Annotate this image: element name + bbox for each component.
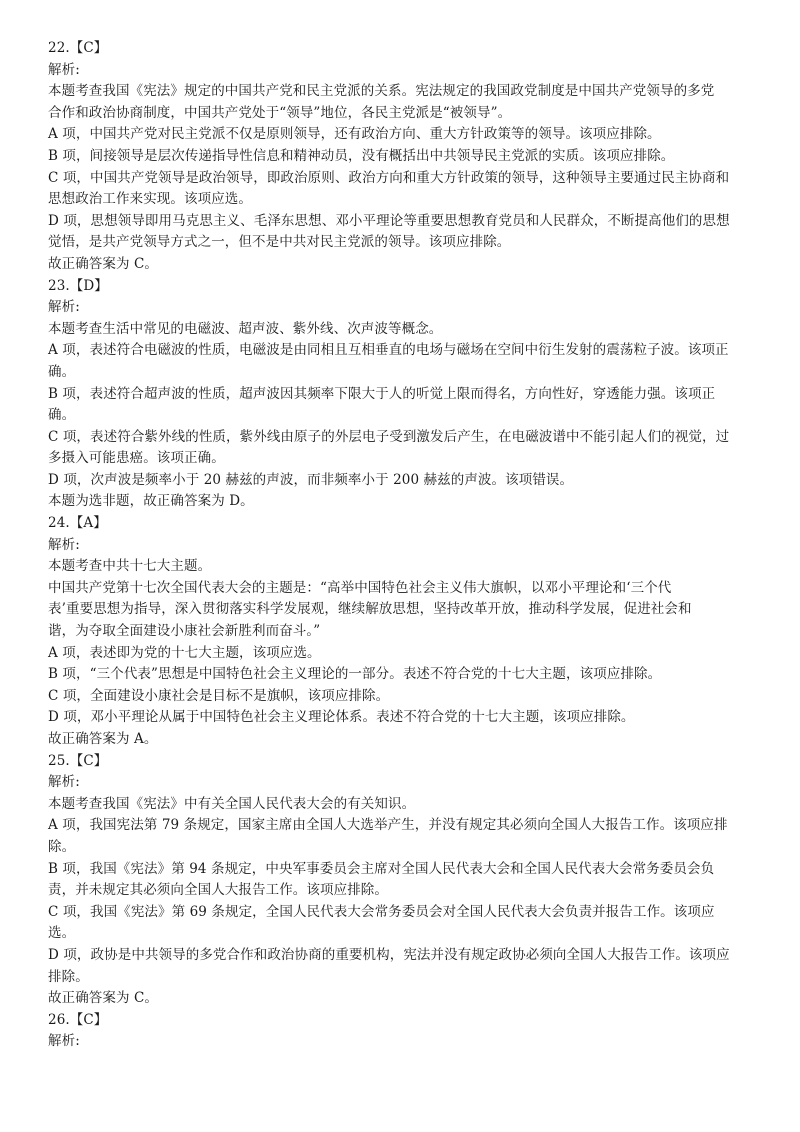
answer-section: [48, 513, 758, 751]
answer-section: [48, 38, 758, 276]
analysis-text-line: C 项，中国共产党领导是政治领导，即政治原则、政治方向和重大方针政策的领导，这种领导主要通过民主协商和: [48, 169, 730, 186]
analysis-text-line: D 项，邓小平理论从属于中国特色社会主义理论体系。表述不符合党的十七大主题，该项应排除。: [48, 709, 635, 726]
analysis-text-line: 合作和政治协商制度，中国共产党处于“领导”地位，各民主党派是“被领导”。: [48, 104, 512, 121]
analysis-text-line: 故正确答案为 C。: [48, 990, 159, 1007]
analysis-text-line: 确。: [48, 407, 76, 424]
question-number-heading: 25.【C】: [48, 752, 108, 769]
question-number-heading: 23.【D】: [48, 277, 108, 294]
analysis-text-line: B 项，“三个代表”思想是中国特色社会主义理论的一部分。表述不符合党的十七大主题，该项应排除。: [48, 666, 662, 683]
analysis-text-line: 表’重要思想为指导，深入贯彻落实科学发展观，继续解放思想，坚持改革开放，推动科学发展，促进社会和: [48, 601, 692, 618]
analysis-text-line: C 项，表述符合紫外线的性质，紫外线由原子的外层电子受到激发后产生，在电磁波谱中不能引起人们的视觉，过: [48, 428, 730, 445]
question-number-heading: 22.【C】: [48, 40, 108, 56]
document-body: [48, 38, 758, 1053]
analysis-text-line: D 项，政协是中共领导的多党合作和政治协商的重要机构，宪法并没有规定政协必须向全国人大报告工作。该项应: [48, 946, 730, 963]
analysis-text-line: 责，并未规定其必须向全国人大报告工作。该项应排除。: [48, 882, 388, 899]
analysis-text-line: 本题考查我国《宪法》规定的中国共产党和民主党派的关系。宪法规定的我国政党制度是中国共产党领导的多党: [48, 83, 715, 100]
analysis-text-line: A 项，中国共产党对民主党派不仅是原则领导，还有政治方向、重大方针政策等的领导。该项应排除。: [48, 126, 661, 143]
answer-section: [48, 751, 758, 1010]
analysis-text-line: C 项，我国《宪法》第 69 条规定，全国人民代表大会常务委员会对全国人民代表大会负责并报告工作。该项应: [48, 903, 715, 920]
analysis-text-line: B 项，我国《宪法》第 94 条规定，中央军事委员会主席对全国人民代表大会和全国人民代表大会常务委员会负: [48, 860, 715, 877]
analysis-label: 解析:: [48, 299, 80, 316]
analysis-text-line: 故正确答案为 A。: [48, 731, 158, 747]
analysis-text-line: 觉悟，是共产党领导方式之一，但不是中共对民主党派的领导。该项应排除。: [48, 234, 511, 251]
analysis-text-line: 本题考查生活中常见的电磁波、超声波、紫外线、次声波等概念。: [48, 320, 443, 337]
analysis-text-line: 排除。: [48, 968, 89, 985]
analysis-text-line: 确。: [48, 363, 76, 380]
analysis-text-line: 本题考查我国《宪法》中有关全国人民代表大会的有关知识。: [48, 795, 416, 812]
answer-section: [48, 1010, 758, 1053]
question-number-heading: 26.【C】: [48, 1011, 108, 1028]
analysis-label: 解析:: [48, 1033, 80, 1050]
analysis-text-line: 思想政治工作来实现。该项应选。: [48, 191, 252, 208]
analysis-text-line: 谐，为夺取全面建设小康社会新胜利而奋斗。”: [48, 623, 321, 640]
analysis-text-line: 本题为选非题，故正确答案为 D。: [48, 493, 254, 510]
analysis-text-line: A 项，表述即为党的十七大主题，该项应选。: [48, 644, 321, 661]
question-number-heading: 24.【A】: [48, 515, 107, 532]
analysis-text-line: B 项，表述符合超声波的性质，超声波因其频率下限大于人的听觉上限而得名，方向性好，穿透能力强。该项正: [48, 385, 716, 402]
analysis-text-line: 故正确答案为 C。: [48, 255, 159, 272]
analysis-text-line: 中国共产党第十七次全国代表大会的主题是：“高举中国特色社会主义伟大旗帜，以邓小平理论和‘三个代: [48, 579, 672, 596]
analysis-label: 解析:: [48, 774, 80, 791]
analysis-text-line: A 项，我国宪法第 79 条规定，国家主席由全国人大选举产生，并没有规定其必须向全国人大报告工作。该项应排: [48, 817, 728, 834]
analysis-text-line: 本题考查中共十七大主题。: [48, 558, 212, 575]
analysis-text-line: C 项，全面建设小康社会是目标不是旗帜，该项应排除。: [48, 687, 390, 704]
analysis-text-line: 除。: [48, 838, 76, 855]
analysis-text-line: 多摄入可能患癌。该项正确。: [48, 450, 225, 467]
analysis-text-line: D 项，次声波是频率小于 20 赫兹的声波，而非频率小于 200 赫兹的声波。该项错误。: [48, 471, 574, 488]
analysis-text-line: A 项，表述符合电磁波的性质，电磁波是由同相且互相垂直的电场与磁场在空间中衍生发射的震荡粒子波。该项正: [48, 342, 729, 359]
analysis-text-line: 选。: [48, 925, 76, 942]
answer-section: [48, 276, 758, 514]
analysis-label: 解析:: [48, 61, 80, 78]
analysis-label: 解析:: [48, 536, 80, 553]
analysis-text-line: B 项，间接领导是层次传递指导性信息和精神动员，没有概括出中共领导民主党派的实质。该项应排除。: [48, 147, 675, 164]
analysis-text-line: D 项，思想领导即用马克思主义、毛泽东思想、邓小平理论等重要思想教育党员和人民群众，不断提高他们的思想: [48, 212, 730, 229]
